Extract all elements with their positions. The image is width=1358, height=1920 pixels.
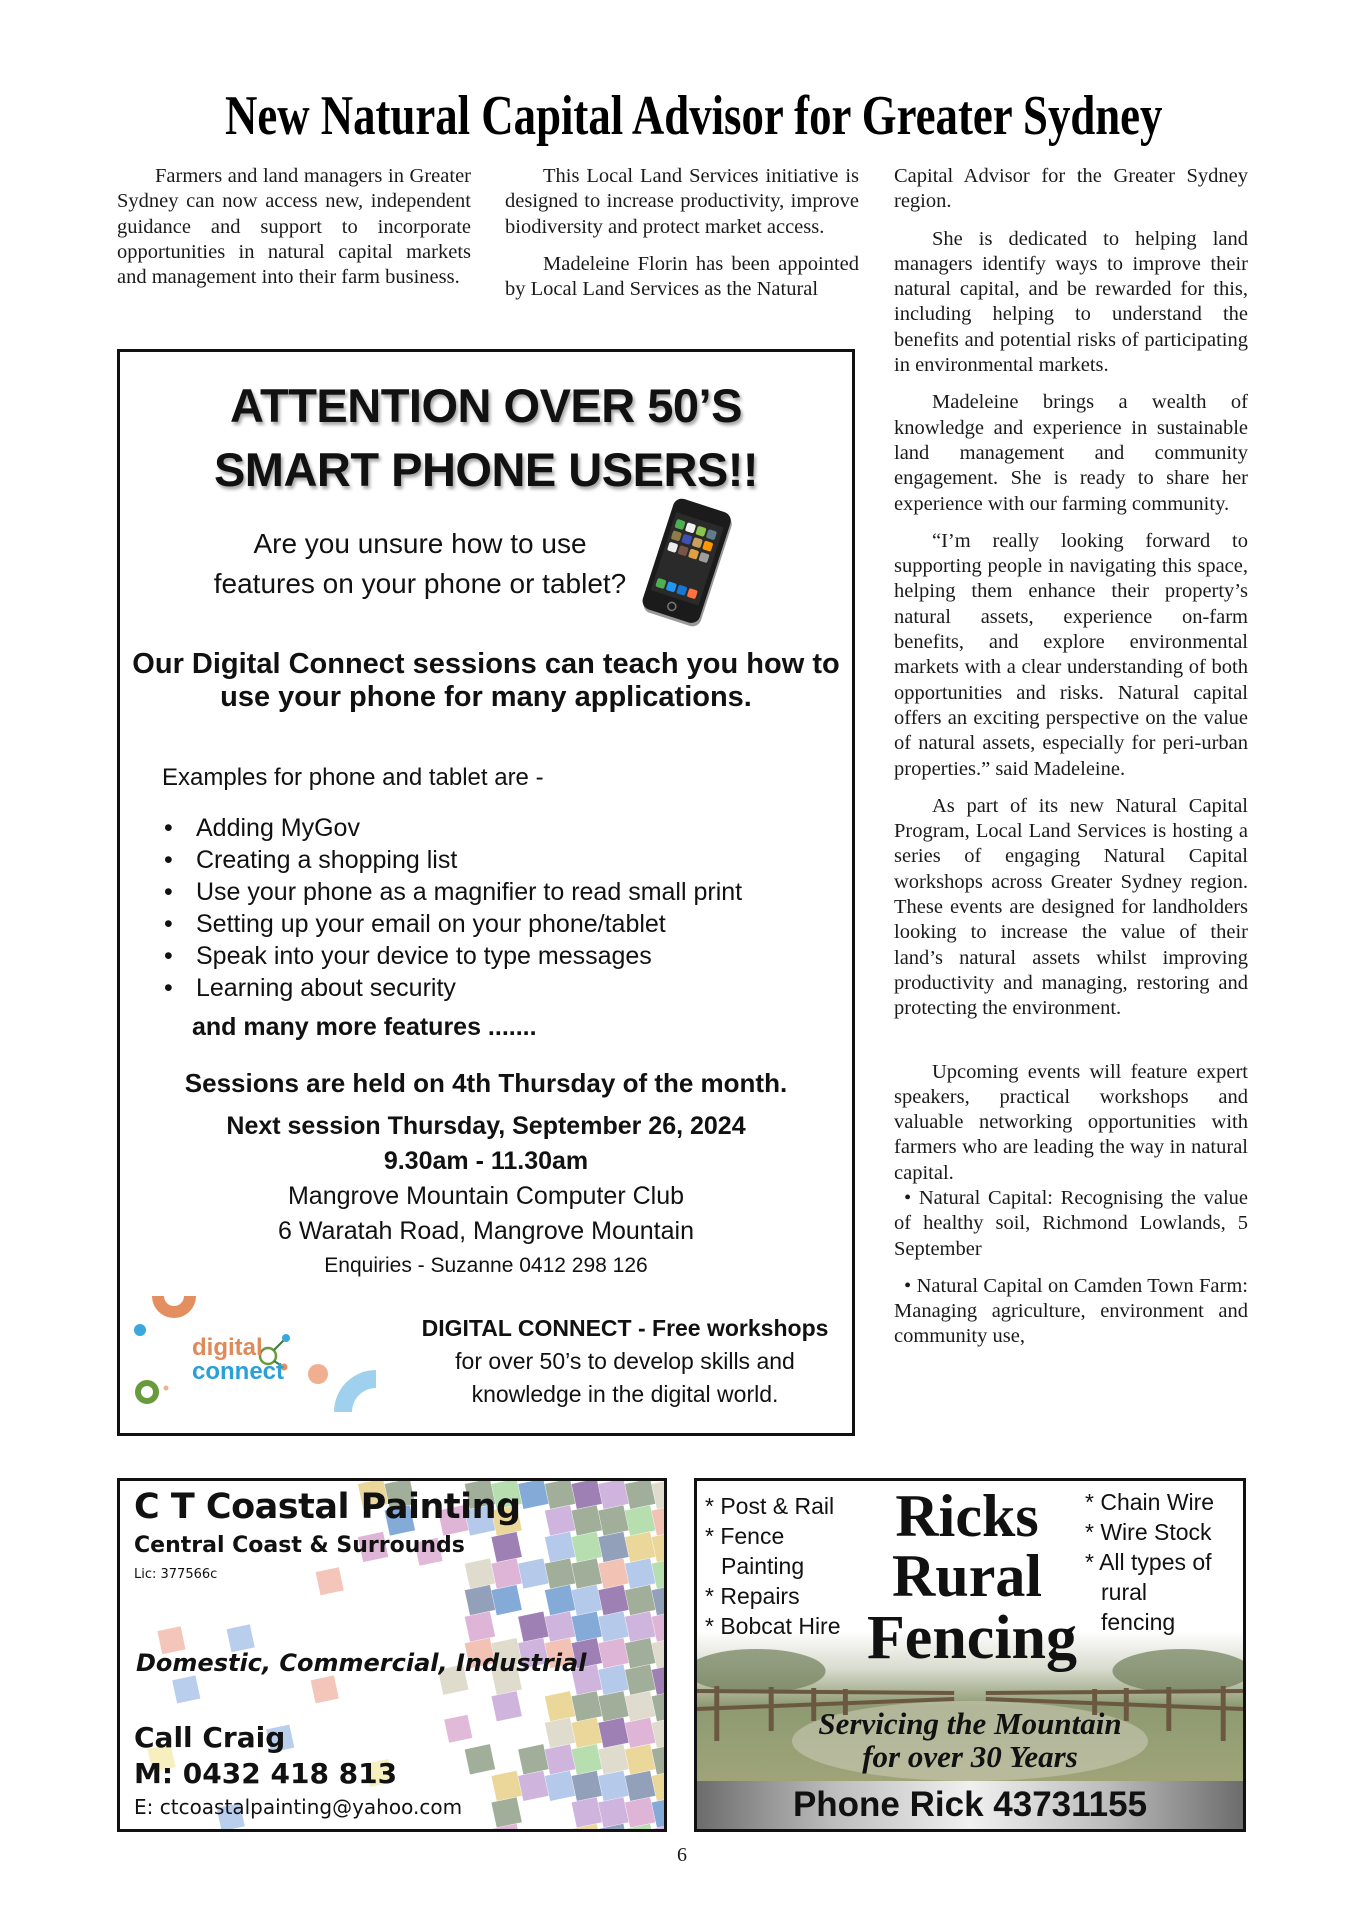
- mosaic-tile: [545, 1718, 576, 1748]
- mosaic-tile: [465, 1611, 496, 1641]
- painting-ad: [117, 1478, 667, 1832]
- mosaic-tile: [518, 1481, 549, 1509]
- mosaic-tile: [625, 1718, 656, 1748]
- mosaic-tile: [545, 1481, 576, 1509]
- examples-list-item: • Speak into your device to type messages: [162, 940, 742, 972]
- service-item: * All types of: [1085, 1549, 1212, 1575]
- examples-list-item: • Adding MyGov: [162, 812, 742, 844]
- phone-number-banner: Phone Rick 43731155: [697, 1781, 1243, 1829]
- enquiries-contact: Enquiries - Suzanne 0412 298 126: [324, 1254, 648, 1277]
- service-item: * Chain Wire: [1085, 1489, 1215, 1515]
- sessions-schedule: Sessions are held on 4th Thursday of the month.: [184, 1068, 788, 1098]
- mosaic-tile: [172, 1675, 200, 1703]
- article-paragraph: Farmers and land managers in Greater Sydney can now access new, independent guidance and support to incorporate opportunities in natural capital markets and management into their farm business.: [117, 165, 471, 289]
- page-number: 6: [677, 1844, 687, 1866]
- mosaic-tile: [572, 1797, 603, 1827]
- digital-connect-logo: [134, 1296, 404, 1416]
- mosaic-tile: [625, 1558, 656, 1588]
- mosaic-tile: [625, 1638, 656, 1668]
- services-list-left: [705, 1491, 841, 1641]
- ad-footer-free: - Free workshops: [631, 1315, 829, 1341]
- mosaic-tile: [652, 1771, 664, 1801]
- mosaic-tile: [625, 1532, 656, 1562]
- mosaic-tile: [652, 1691, 664, 1721]
- examples-list-item: • Creating a shopping list: [162, 844, 742, 876]
- mosaic-tile: [625, 1481, 656, 1509]
- service-item: rural: [1101, 1579, 1148, 1605]
- mosaic-tile: [545, 1744, 576, 1774]
- mosaic-tile: [598, 1665, 629, 1695]
- service-item: fencing: [1101, 1609, 1176, 1635]
- mosaic-tile: [572, 1691, 603, 1721]
- examples-list: [162, 812, 742, 1004]
- mosaic-tile: [518, 1744, 549, 1774]
- mosaic-tile: [598, 1532, 629, 1562]
- examples-list-item: • Setting up your email on your phone/tablet: [162, 908, 742, 940]
- business-name-line: Fencing: [866, 1604, 1078, 1672]
- mosaic-tile: [311, 1675, 339, 1703]
- service-item: Painting: [721, 1553, 805, 1579]
- examples-label: Examples for phone and tablet are -: [162, 764, 544, 791]
- mosaic-tile: [625, 1611, 656, 1641]
- article-paragraph: She is dedicated to helping land managers identify ways to improve their natural capital, and be rewarded for this, including helping to understand the benefits and potential risks of participating in environmental markets.: [894, 227, 1248, 377]
- mosaic-tile: [652, 1744, 664, 1774]
- examples-list-item: • Learning about security: [162, 972, 742, 1004]
- mosaic-tile: [572, 1771, 603, 1801]
- business-name-line: Ricks: [895, 1483, 1039, 1549]
- mosaic-tile: [598, 1481, 629, 1509]
- tagline: Servicing the Mountain: [818, 1706, 1122, 1741]
- service-area: Central Coast & Surrounds: [134, 1533, 465, 1558]
- logo-word-connect: connect: [192, 1358, 285, 1385]
- contact-name: Call Craig: [134, 1721, 286, 1754]
- mosaic-tile: [598, 1718, 629, 1748]
- mosaic-tile: [652, 1797, 664, 1827]
- article-paragraph: Madeleine Florin has been appointed by Local Land Services as the Natural: [505, 252, 859, 301]
- mosaic-tile: [598, 1691, 629, 1721]
- mosaic-tile: [652, 1505, 664, 1535]
- mosaic-tile: [625, 1505, 656, 1535]
- mosaic-tile: [572, 1744, 603, 1774]
- mosaic-tile: [491, 1532, 522, 1562]
- ad-footer-line: [410, 1312, 840, 1345]
- service-item: * Wire Stock: [1085, 1519, 1212, 1545]
- mosaic-tile: [465, 1744, 496, 1774]
- mosaic-tile: [545, 1558, 576, 1588]
- mosaic-tile: [652, 1718, 664, 1748]
- logo-shapes-icon: [134, 1296, 404, 1416]
- article-column-2: [505, 164, 859, 314]
- venue-name: Mangrove Mountain Computer Club: [287, 1182, 685, 1210]
- mosaic-tile: [518, 1558, 549, 1588]
- ad-question: features on your phone or tablet?: [213, 568, 627, 599]
- mosaic-tile: [518, 1611, 549, 1641]
- tagline: for over 30 Years: [862, 1739, 1078, 1774]
- mosaic-tile: [545, 1585, 576, 1615]
- mosaic-tile: [572, 1532, 603, 1562]
- business-name: C T Coastal Painting: [134, 1487, 521, 1527]
- mosaic-tile: [625, 1771, 656, 1801]
- mosaic-tile: [598, 1744, 629, 1774]
- article-column-1: [117, 164, 471, 302]
- event-list-item: • Natural Capital on Camden Town Farm: Managing agriculture, environment and community use,: [894, 1274, 1248, 1348]
- ad-heading: ATTENTION OVER 50’S: [230, 379, 742, 432]
- service-item: * Repairs: [705, 1583, 800, 1609]
- mosaic-tile: [545, 1771, 576, 1801]
- service-types: Domestic, Commercial, Industrial: [136, 1649, 587, 1677]
- mobile-number: M: 0432 418 813: [134, 1757, 398, 1790]
- logo-word-digital: digital: [192, 1334, 263, 1361]
- mosaic-tile: [625, 1744, 656, 1774]
- article-column-3: [894, 164, 1248, 1362]
- mosaic-tile: [545, 1532, 576, 1562]
- mosaic-tile: [652, 1611, 664, 1641]
- article-paragraph: As part of its new Natural Capital Program, Local Land Services is hosting a series of engaging Natural Capital workshops across Greater Sydney region. These events are designed for landholders looking to increase the value of their land’s natural assets whilst improving productivity and managing, restoring and protecting the environment.: [894, 794, 1248, 1020]
- mosaic-tile: [598, 1585, 629, 1615]
- mosaic-tile: [572, 1558, 603, 1588]
- service-item: * Fence: [705, 1523, 785, 1549]
- mosaic-tile: [491, 1797, 522, 1827]
- mosaic-tile: [598, 1505, 629, 1535]
- ad-footer-line: knowledge in the digital world.: [471, 1381, 779, 1407]
- mosaic-tile: [518, 1771, 549, 1801]
- mosaic-tile: [625, 1665, 656, 1695]
- mosaic-tile: [652, 1638, 664, 1668]
- mosaic-tile: [625, 1691, 656, 1721]
- examples-list-item: • Use your phone as a magnifier to read small print: [162, 876, 742, 908]
- article-quote: “I’m really looking forward to supporting people in navigating this space, helping them enhance their property’s natural assets, experience on-farm benefits, and explore environmental markets with a clear understanding of both opportunities and risks. Natural capital offers an exciting perspective on the value of natural assets, especially for peri-urban properties.” said Madeleine.: [894, 529, 1248, 780]
- email-address: E: ctcoastalpainting@yahoo.com: [134, 1795, 463, 1819]
- service-item: * Post & Rail: [705, 1493, 835, 1519]
- fencing-ad: [694, 1478, 1246, 1832]
- mosaic-tile: [491, 1691, 522, 1721]
- ad-footer-line: for over 50’s to develop skills and: [455, 1348, 795, 1374]
- article-paragraph: Upcoming events will feature expert speakers, practical workshops and valuable networking opportunities with farmers who are leading the way in natural capital.: [894, 1060, 1248, 1184]
- digital-connect-ad: [117, 349, 855, 1436]
- mosaic-tile: [545, 1505, 576, 1535]
- mosaic-tile: [316, 1567, 344, 1595]
- mosaic-tile: [545, 1611, 576, 1641]
- mosaic-tile: [598, 1797, 629, 1827]
- mosaic-tile: [491, 1771, 522, 1801]
- article-paragraph: This Local Land Services initiative is designed to increase productivity, improve biodiversity and protect market access.: [505, 165, 859, 238]
- ad-lead-text: Our Digital Connect sessions can teach you how to use your phone for many applications.: [132, 648, 840, 713]
- session-time: 9.30am - 11.30am: [383, 1147, 589, 1175]
- service-item: * Bobcat Hire: [705, 1613, 841, 1639]
- mosaic-tile: [572, 1611, 603, 1641]
- services-list-right: [1085, 1487, 1214, 1637]
- mosaic-tile: [465, 1585, 496, 1615]
- mosaic-tile: [545, 1691, 576, 1721]
- article-paragraph: Madeleine brings a wealth of knowledge and experience in sustainable land management and community engagement. She is ready to share her experience with our farming community.: [894, 391, 1248, 515]
- article-paragraph: Capital Advisor for the Greater Sydney region.: [894, 165, 1248, 213]
- mosaic-tile: [572, 1718, 603, 1748]
- venue-address: 6 Waratah Road, Mangrove Mountain: [278, 1217, 694, 1245]
- business-name-line: Rural: [892, 1543, 1042, 1609]
- smartphone-icon: [632, 498, 742, 628]
- mosaic-tile: [652, 1665, 664, 1695]
- mosaic-tile: [598, 1558, 629, 1588]
- mosaic-tile: [598, 1638, 629, 1668]
- ad-heading: SMART PHONE USERS!!: [213, 443, 759, 496]
- more-features-text: and many more features .......: [192, 1013, 537, 1041]
- mosaic-tile: [572, 1505, 603, 1535]
- mosaic-tile: [444, 1715, 472, 1743]
- ad-question: Are you unsure how to use: [253, 528, 587, 559]
- mosaic-tile: [465, 1558, 496, 1588]
- mosaic-tile: [652, 1532, 664, 1562]
- article-headline: New Natural Capital Advisor for Greater Sydney: [225, 85, 1163, 147]
- mosaic-tile: [491, 1558, 522, 1588]
- licence-number: Lic: 377566c: [134, 1567, 218, 1582]
- mosaic-tile: [491, 1585, 522, 1615]
- mosaic-tile: [572, 1481, 603, 1509]
- next-session-date: Next session Thursday, September 26, 2024: [226, 1112, 746, 1140]
- mosaic-tile: [625, 1797, 656, 1827]
- mosaic-tile: [572, 1585, 603, 1615]
- mosaic-tile: [652, 1558, 664, 1588]
- mosaic-tile: [625, 1585, 656, 1615]
- mosaic-tile: [652, 1585, 664, 1615]
- event-list-item: • Natural Capital: Recognising the value of healthy soil, Richmond Lowlands, 5 September: [894, 1186, 1248, 1260]
- mosaic-tile: [598, 1611, 629, 1641]
- ad-footer-brand: DIGITAL CONNECT: [421, 1315, 632, 1341]
- mosaic-tile: [598, 1771, 629, 1801]
